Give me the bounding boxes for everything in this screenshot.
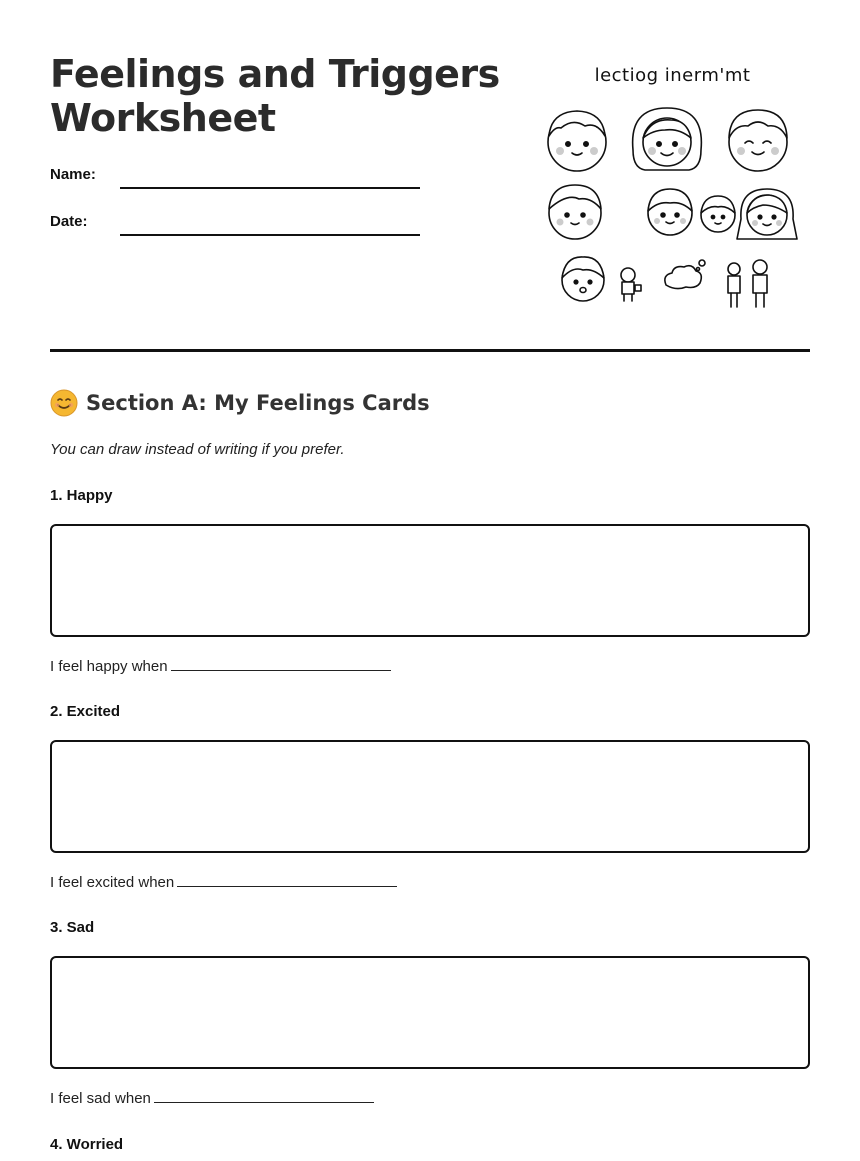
worksheet-title xyxy=(50,52,500,140)
girl-face-2 xyxy=(737,189,797,239)
boy-face-2 xyxy=(729,110,787,171)
faces-drawing xyxy=(535,55,810,315)
card-title-excited: 2. Excited xyxy=(50,703,121,720)
smiling-face-emoji-icon xyxy=(50,389,78,417)
prompt-sad-text: I feel sad when xyxy=(50,1090,151,1107)
answer-blank-excited[interactable] xyxy=(177,886,397,887)
prompt-happy-text: I feel happy when xyxy=(50,658,168,675)
card-title-happy: 1. Happy xyxy=(50,487,113,504)
drawing-box-sad[interactable] xyxy=(50,956,810,1069)
section-a-title xyxy=(50,389,430,417)
name-label: Name: xyxy=(50,166,96,183)
prompt-excited-text: I feel excited when xyxy=(50,874,175,891)
drawing-box-excited[interactable] xyxy=(50,740,810,853)
boy-face-3 xyxy=(549,185,601,239)
two-children xyxy=(728,260,767,307)
thought-cloud xyxy=(665,260,705,289)
header-divider xyxy=(50,349,810,352)
child-face-1 xyxy=(648,189,692,235)
title-line-2: Worksheet xyxy=(50,96,276,140)
card-title-sad: 3. Sad xyxy=(50,919,95,936)
date-label: Date: xyxy=(50,213,88,230)
prompt-excited xyxy=(50,874,397,891)
section-a-instruction: You can draw instead of writing if you prefer. xyxy=(50,441,345,458)
card-title-worried: 4. Worried xyxy=(50,1136,124,1153)
answer-blank-sad[interactable] xyxy=(154,1102,374,1103)
name-line[interactable] xyxy=(120,187,420,189)
answer-blank-happy[interactable] xyxy=(171,670,391,671)
child-face-2 xyxy=(701,196,735,232)
section-a-title-text: Section A: My Feelings Cards xyxy=(86,391,430,415)
title-line-1: Feelings and Triggers xyxy=(50,52,500,96)
girl-face-1 xyxy=(633,108,702,170)
small-figure xyxy=(621,268,641,301)
prompt-sad xyxy=(50,1090,374,1107)
illustration-caption: lectiog inerm'mt xyxy=(594,65,751,86)
date-line[interactable] xyxy=(120,234,420,236)
prompt-happy xyxy=(50,658,391,675)
drawing-box-happy[interactable] xyxy=(50,524,810,637)
boy-face-4 xyxy=(562,257,604,301)
boy-face-1 xyxy=(548,111,606,171)
cartoon-faces-illustration xyxy=(535,55,810,315)
